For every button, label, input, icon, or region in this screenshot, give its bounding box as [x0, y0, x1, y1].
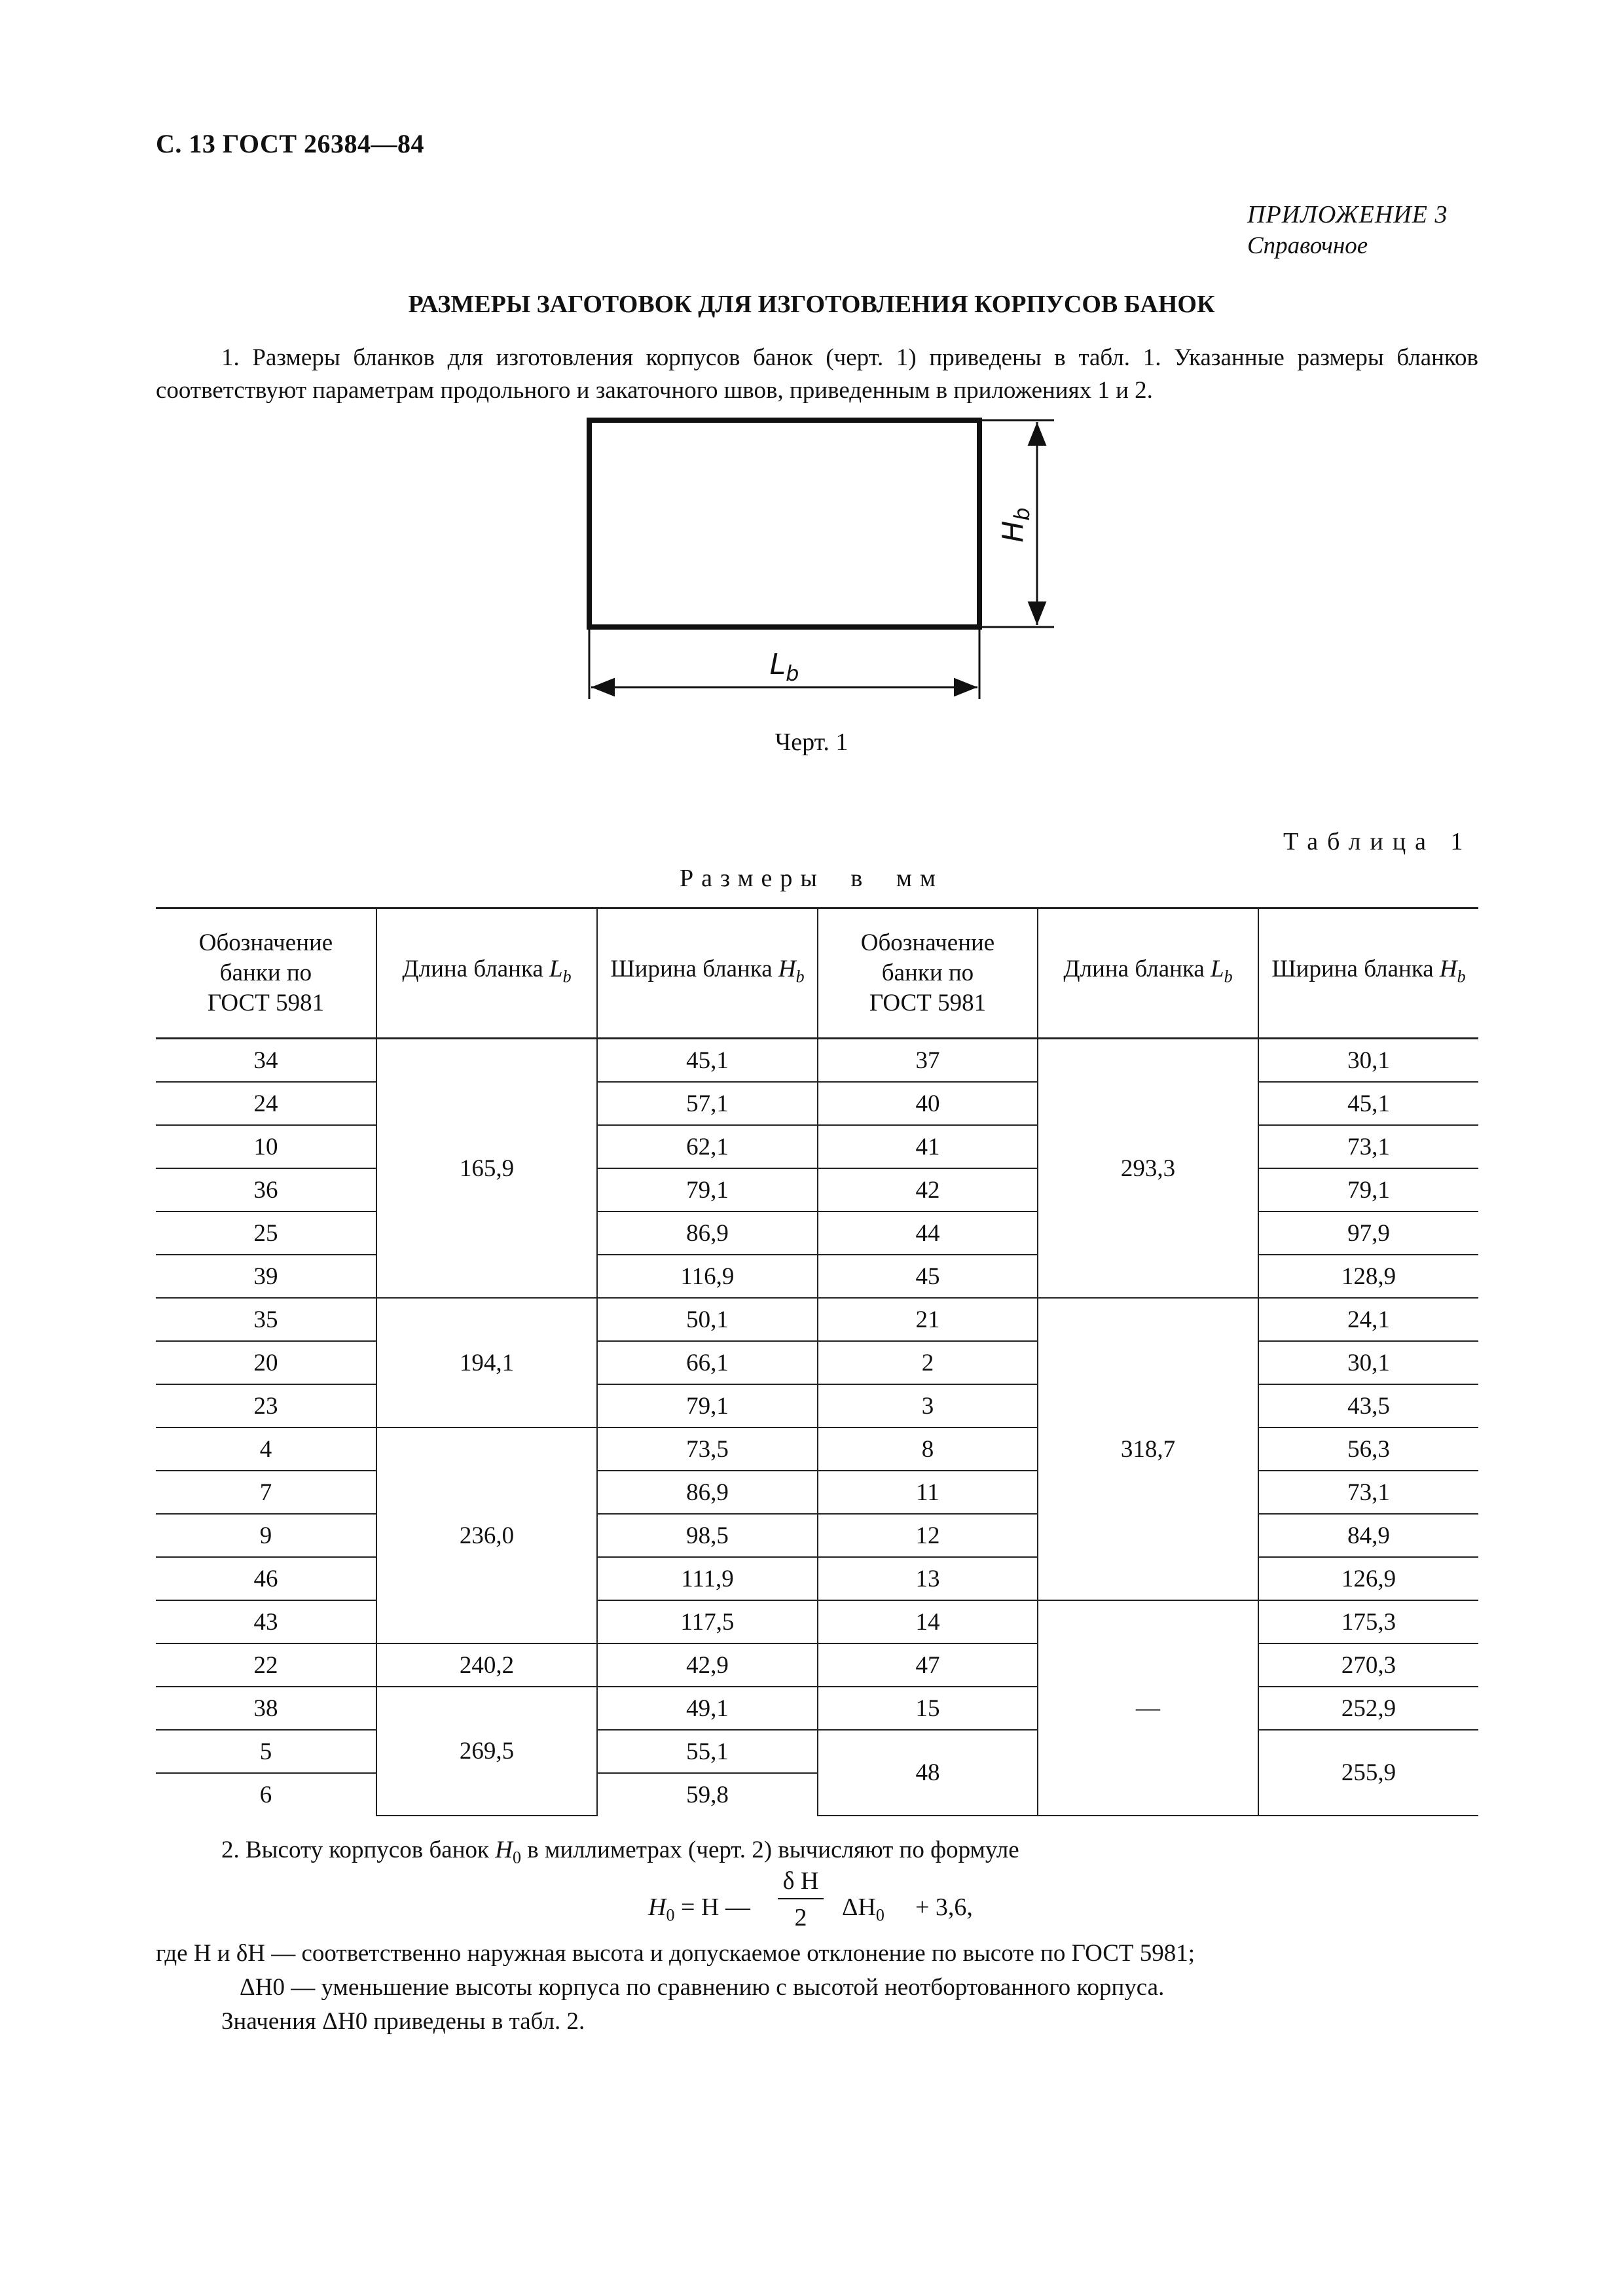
width-cell: 117,5	[597, 1600, 818, 1643]
width-cell: 55,1	[597, 1730, 818, 1773]
table-row	[156, 1168, 1478, 1211]
table-row	[156, 1384, 1478, 1427]
designation-cell: 25	[156, 1211, 376, 1255]
length-cell: 269,5	[376, 1687, 597, 1816]
table-row	[156, 1039, 1478, 1083]
width-cell: 49,1	[597, 1687, 818, 1730]
delta-line: ΔH0 — уменьшение высоты корпуса по сравнению с высотой неотбортованного корпуса.	[240, 1974, 1165, 2001]
width-cell: 255,9	[1258, 1730, 1478, 1816]
designation-cell: 11	[818, 1471, 1038, 1514]
length-cell: 318,7	[1038, 1298, 1258, 1600]
designation-cell: 37	[818, 1039, 1038, 1083]
designation-cell: 13	[818, 1557, 1038, 1600]
designation-cell: 9	[156, 1514, 376, 1557]
height-formula	[648, 1867, 1041, 1939]
designation-cell: 44	[818, 1211, 1038, 1255]
formula-fraction-bar	[778, 1898, 824, 1899]
designation-cell: 45	[818, 1255, 1038, 1298]
table-row	[156, 1082, 1478, 1125]
designation-cell: 3	[818, 1384, 1038, 1427]
height-label: $H_b$	[996, 507, 1034, 543]
table-row	[156, 1471, 1478, 1514]
designation-cell: 23	[156, 1384, 376, 1427]
width-cell: 86,9	[597, 1211, 818, 1255]
table-units: Размеры в мм	[680, 865, 943, 892]
where-line: где H и δH — соответственно наружная высота и допускаемое отклонение по высоте по ГОСТ 5981;	[156, 1940, 1195, 1967]
width-cell: 111,9	[597, 1557, 818, 1600]
width-cell: 252,9	[1258, 1687, 1478, 1730]
header-designation-right: Обозначение банки по ГОСТ 5981	[818, 908, 1038, 1039]
drawing-caption: Черт. 1	[775, 728, 848, 756]
designation-cell: 36	[156, 1168, 376, 1211]
table-row	[156, 1557, 1478, 1600]
designation-cell: 8	[818, 1427, 1038, 1471]
length-cell: —	[1038, 1600, 1258, 1816]
designation-cell: 4	[156, 1427, 376, 1471]
designation-cell: 22	[156, 1643, 376, 1687]
width-cell: 86,9	[597, 1471, 818, 1514]
table-row	[156, 1514, 1478, 1557]
width-cell: 116,9	[597, 1255, 818, 1298]
designation-cell: 43	[156, 1600, 376, 1643]
length-cell: 194,1	[376, 1298, 597, 1427]
designation-cell: 12	[818, 1514, 1038, 1557]
header-length-left: Длина бланка $L_b$	[376, 908, 597, 1039]
width-cell: 97,9	[1258, 1211, 1478, 1255]
table-row	[156, 1643, 1478, 1687]
section2-intro: 2. Высоту корпусов банок $H_0$ в миллиметрах (черт. 2) вычисляют по формуле	[221, 1837, 1019, 1867]
blank-drawing	[0, 0, 1623, 720]
length-cell: 165,9	[376, 1039, 597, 1299]
width-cell: 73,1	[1258, 1471, 1478, 1514]
designation-cell: 48	[818, 1730, 1038, 1816]
width-cell: 270,3	[1258, 1643, 1478, 1687]
formula-tail: + 3,6,	[915, 1893, 973, 1921]
table-row	[156, 1298, 1478, 1341]
designation-cell: 46	[156, 1557, 376, 1600]
header-designation-left: Обозначение банки по ГОСТ 5981	[156, 908, 376, 1039]
designation-cell: 41	[818, 1125, 1038, 1168]
formula-lhs: $H_0 = H$ —	[648, 1893, 750, 1925]
designation-cell: 40	[818, 1082, 1038, 1125]
table-row	[156, 1341, 1478, 1384]
blank-sizes-table	[156, 907, 1478, 1816]
table-row	[156, 1255, 1478, 1298]
width-cell: 66,1	[597, 1341, 818, 1384]
designation-cell: 47	[818, 1643, 1038, 1687]
width-cell: 45,1	[597, 1039, 818, 1083]
designation-cell: 38	[156, 1687, 376, 1730]
width-cell: 98,5	[597, 1514, 818, 1557]
table-header-row	[156, 908, 1478, 1039]
formula-delta: $\Delta H_0$	[842, 1893, 884, 1925]
width-cell: 45,1	[1258, 1082, 1478, 1125]
formula-numerator: δ H	[782, 1867, 819, 1895]
values-line: Значения ΔH0 приведены в табл. 2.	[221, 2008, 585, 2035]
table-row	[156, 1211, 1478, 1255]
width-cell: 79,1	[597, 1384, 818, 1427]
designation-cell: 14	[818, 1600, 1038, 1643]
header-length-right: Длина бланка $L_b$	[1038, 908, 1258, 1039]
width-cell: 126,9	[1258, 1557, 1478, 1600]
width-cell: 175,3	[1258, 1600, 1478, 1643]
width-cell: 62,1	[597, 1125, 818, 1168]
header-width-right: Ширина бланка $H_b$	[1258, 908, 1478, 1039]
width-cell: 73,1	[1258, 1125, 1478, 1168]
width-cell: 57,1	[597, 1082, 818, 1125]
designation-cell: 7	[156, 1471, 376, 1514]
designation-cell: 10	[156, 1125, 376, 1168]
width-cell: 42,9	[597, 1643, 818, 1687]
appendix-label: ПРИЛОЖЕНИЕ 3	[1247, 201, 1448, 228]
designation-cell: 24	[156, 1082, 376, 1125]
width-cell: 50,1	[597, 1298, 818, 1341]
table-number: Таблица 1	[1283, 828, 1472, 855]
table-row	[156, 1600, 1478, 1643]
width-cell: 128,9	[1258, 1255, 1478, 1298]
width-cell: 73,5	[597, 1427, 818, 1471]
width-cell: 30,1	[1258, 1341, 1478, 1384]
designation-cell: 35	[156, 1298, 376, 1341]
width-cell: 43,5	[1258, 1384, 1478, 1427]
width-cell: 59,8	[597, 1773, 818, 1816]
designation-cell: 15	[818, 1687, 1038, 1730]
formula-denominator: 2	[794, 1904, 807, 1931]
designation-cell: 20	[156, 1341, 376, 1384]
section-title: РАЗМЕРЫ ЗАГОТОВОК ДЛЯ ИЗГОТОВЛЕНИЯ КОРПУСОВ БАНОК	[408, 291, 1215, 318]
length-label: $L_b$	[769, 648, 799, 686]
length-cell: 236,0	[376, 1427, 597, 1643]
designation-cell: 5	[156, 1730, 376, 1773]
designation-cell: 6	[156, 1773, 376, 1816]
table-row	[156, 1125, 1478, 1168]
table-row	[156, 1730, 1478, 1773]
length-cell: 293,3	[1038, 1039, 1258, 1299]
width-cell: 56,3	[1258, 1427, 1478, 1471]
paragraph-1: 1. Размеры бланков для изготовления корпусов банок (черт. 1) приведены в табл. 1. Указанные размеры бланков соответствуют параметрам продольного и закаточного швов, приведенным в приложениях 1 и 2.	[156, 344, 1478, 404]
designation-cell: 39	[156, 1255, 376, 1298]
appendix-sublabel: Справочное	[1247, 232, 1368, 259]
table-row	[156, 1427, 1478, 1471]
designation-cell: 2	[818, 1341, 1038, 1384]
header-width-left: Ширина бланка $H_b$	[597, 908, 818, 1039]
blank-rectangle	[589, 420, 979, 627]
width-cell: 79,1	[597, 1168, 818, 1211]
page-header: С. 13 ГОСТ 26384—84	[156, 129, 425, 158]
designation-cell: 42	[818, 1168, 1038, 1211]
width-cell: 24,1	[1258, 1298, 1478, 1341]
length-cell: 240,2	[376, 1643, 597, 1687]
designation-cell: 21	[818, 1298, 1038, 1341]
designation-cell: 34	[156, 1039, 376, 1083]
width-cell: 30,1	[1258, 1039, 1478, 1083]
width-cell: 84,9	[1258, 1514, 1478, 1557]
table-row	[156, 1687, 1478, 1730]
width-cell: 79,1	[1258, 1168, 1478, 1211]
